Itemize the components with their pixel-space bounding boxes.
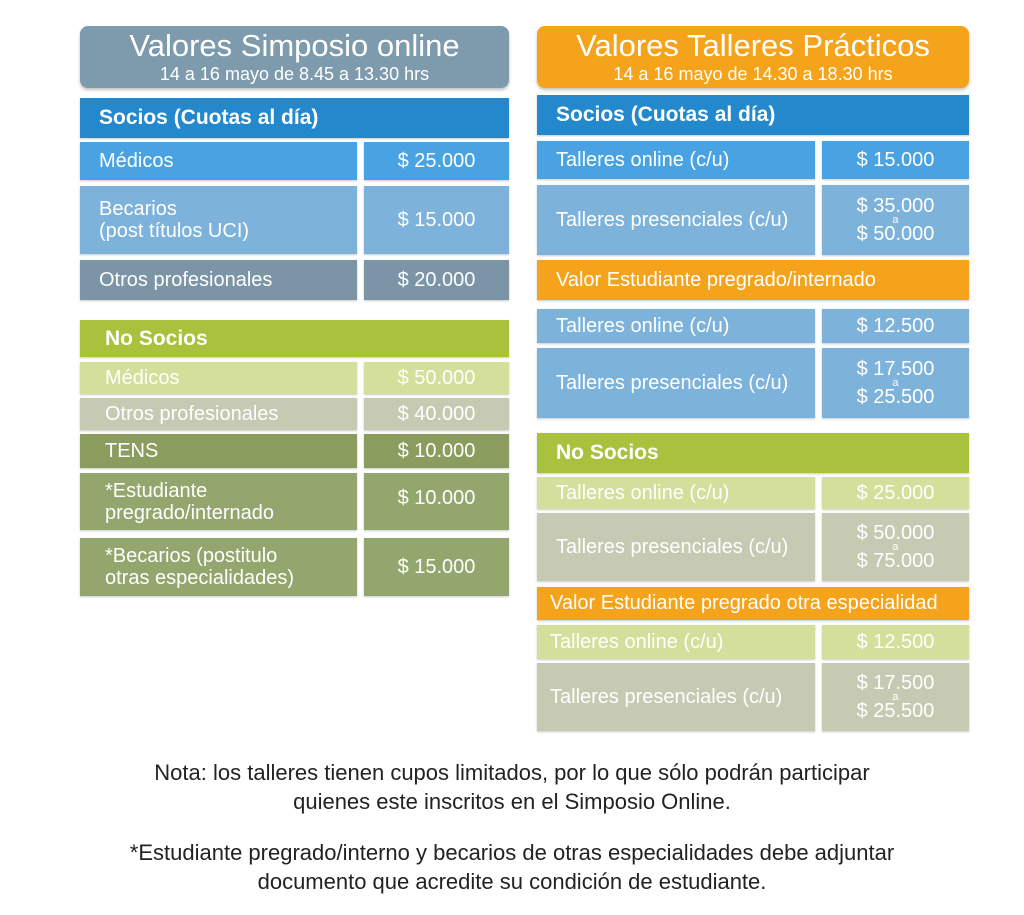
symposium-nosocios-tens-label: TENS [80, 434, 357, 468]
symposium-nosocios-medicos-label: Médicos [80, 362, 357, 394]
symposium-socios-header: Socios (Cuotas al día) [80, 98, 509, 138]
symposium-nosocios-otros-value: $ 40.000 [364, 398, 509, 430]
note-workshops [40, 758, 984, 816]
workshops-estudiante-esp-header: Valor Estudiante pregrado otra especialidad [537, 587, 969, 620]
note-line2: quienes este inscritos en el Simposio Online. [293, 789, 731, 814]
workshops-nosocios-presencial-value [822, 513, 969, 581]
becarios-line1: Becarios [99, 198, 177, 220]
range-to: $ 75.000 [856, 549, 935, 572]
range-from: $ 17.500 [856, 671, 935, 694]
workshops-nosocios-online-value: $ 25.000 [822, 477, 969, 509]
workshops-estudiante-esp-presencial-label: Talleres presenciales (c/u) [537, 663, 815, 731]
range-from: $ 35.000 [856, 194, 935, 217]
workshops-socios-online-value: $ 15.000 [822, 141, 969, 179]
range-a: a [892, 376, 899, 389]
symposium-socios-medicos-label: Médicos [80, 142, 357, 180]
symposium-header [80, 26, 509, 88]
becarios-line2: (post títulos UCI) [99, 220, 250, 242]
workshops-estudiante-esp-presencial-value [822, 663, 969, 731]
symposium-nosocios-estudiante-value: $ 10.000 [364, 473, 509, 530]
workshops-estudiante-header: Valor Estudiante pregrado/internado [537, 260, 969, 300]
range-to: $ 25.500 [856, 385, 935, 408]
symposium-nosocios-estudiante-label [80, 473, 357, 530]
range-to: $ 25.500 [856, 699, 935, 722]
workshops-socios-presencial-value [822, 185, 969, 255]
workshops-header [537, 26, 969, 88]
symposium-no-socios-header: No Socios [80, 320, 509, 357]
note-line4: documento que acredite su condición de estudiante. [257, 869, 767, 894]
symposium-socios-becarios-value: $ 15.000 [364, 186, 509, 254]
workshops-socios-presencial-label: Talleres presenciales (c/u) [537, 185, 815, 255]
estudiante-line1: *Estudiante [105, 479, 208, 502]
range-from: $ 50.000 [856, 521, 935, 544]
note-line1: Nota: los talleres tienen cupos limitados, por lo que sólo podrán participar [154, 760, 870, 785]
symposium-socios-otros-value: $ 20.000 [364, 260, 509, 300]
workshops-title: Valores Talleres Prácticos [576, 28, 930, 63]
workshops-no-socios-header: No Socios [537, 433, 969, 473]
symposium-title: Valores Simposio online [129, 28, 460, 63]
estudiante-line2: pregrado/internado [105, 501, 275, 524]
symposium-nosocios-becarios-label [80, 538, 357, 596]
workshops-subtitle: 14 a 16 mayo de 14.30 a 18.30 hrs [613, 64, 893, 84]
workshops-nosocios-presencial-label: Talleres presenciales (c/u) [537, 513, 815, 581]
symposium-socios-otros-label: Otros profesionales [80, 260, 357, 300]
workshops-estudiante-online-value: $ 12.500 [822, 309, 969, 343]
range-a: a [892, 690, 899, 703]
workshops-estudiante-esp-online-value: $ 12.500 [822, 625, 969, 659]
workshops-estudiante-online-label: Talleres online (c/u) [537, 309, 815, 343]
range-to: $ 50.000 [856, 222, 935, 245]
workshops-nosocios-online-label: Talleres online (c/u) [537, 477, 815, 509]
range-a: a [892, 213, 899, 226]
workshops-estudiante-esp-online-label: Talleres online (c/u) [537, 625, 815, 659]
range-a: a [892, 540, 899, 553]
symposium-subtitle: 14 a 16 mayo de 8.45 a 13.30 hrs [159, 64, 430, 84]
symposium-nosocios-otros-label: Otros profesionales [80, 398, 357, 430]
workshops-estudiante-presencial-value [822, 348, 969, 418]
note-line3: *Estudiante pregrado/interno y becarios de otras especialidades debe adjuntar [129, 840, 895, 865]
note-students [40, 838, 984, 896]
workshops-socios-header: Socios (Cuotas al día) [537, 95, 969, 135]
range-from: $ 17.500 [856, 357, 935, 380]
workshops-socios-online-label: Talleres online (c/u) [537, 141, 815, 179]
workshops-estudiante-presencial-label: Talleres presenciales (c/u) [537, 348, 815, 418]
symposium-nosocios-tens-value: $ 10.000 [364, 434, 509, 468]
becarios-esp-line2: otras especialidades) [105, 567, 294, 589]
symposium-socios-becarios-label [80, 186, 357, 254]
symposium-nosocios-becarios-value: $ 15.000 [364, 538, 509, 596]
symposium-nosocios-medicos-value: $ 50.000 [364, 362, 509, 394]
becarios-esp-line1: *Becarios (postitulo [105, 545, 278, 567]
symposium-socios-medicos-value: $ 25.000 [364, 142, 509, 180]
